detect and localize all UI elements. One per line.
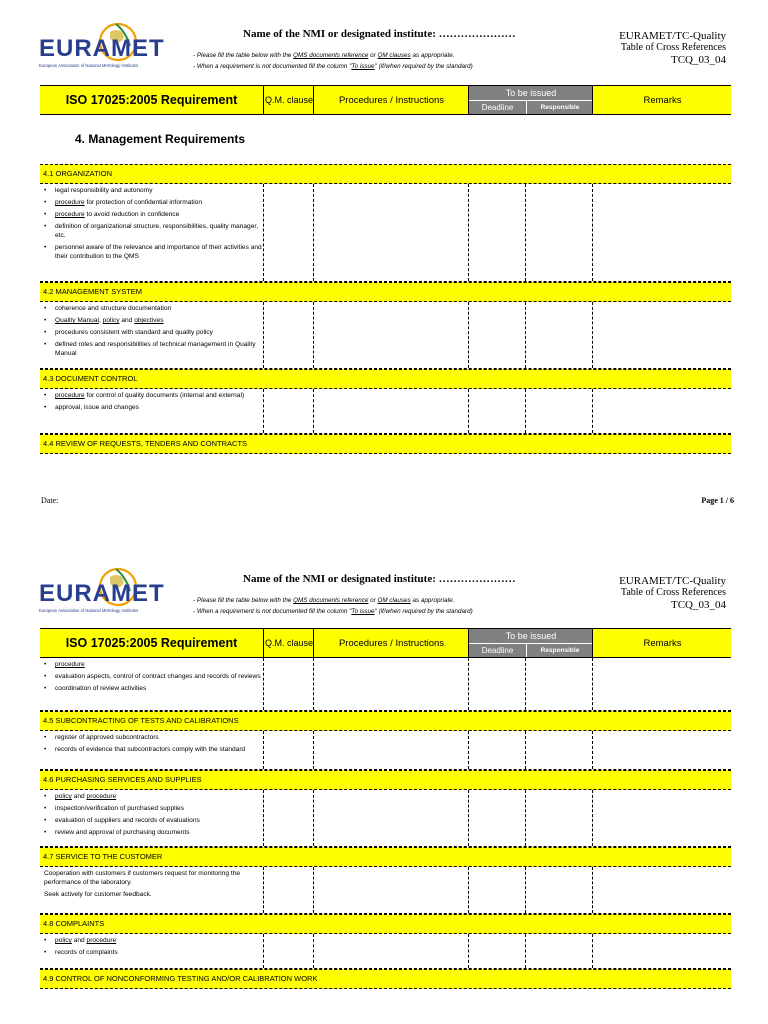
col-requirement: ISO 17025:2005 Requirement bbox=[65, 93, 238, 107]
list-item: • legal responsibility and autonomy bbox=[44, 186, 262, 195]
section-header-4-3: 4.3 DOCUMENT CONTROL bbox=[40, 369, 731, 389]
list-item: • inspection/verification of purchased supplies bbox=[44, 804, 262, 813]
table-header bbox=[40, 628, 731, 989]
list-item: • procedures consistent with standard and quality policy bbox=[44, 328, 262, 337]
table-body-page1 bbox=[40, 164, 731, 454]
col-to-be-issued: To be issued Deadline Responsible bbox=[468, 86, 593, 114]
col-procedures: Procedures / Instructions bbox=[313, 629, 469, 657]
section-block-4-1 bbox=[40, 184, 731, 282]
section-block-4-8 bbox=[40, 934, 731, 969]
euramet-logo: EURAMET European Association of National Metrology Institutes bbox=[38, 22, 183, 68]
list-item: • policy and procedure bbox=[44, 792, 262, 801]
section-block-4-5 bbox=[40, 731, 731, 770]
list-item: Cooperation with customers if customers request for monitoring the performance of the laboratory. bbox=[44, 870, 241, 886]
col-remarks: Remarks bbox=[592, 86, 732, 114]
list-item: • coordination of review activities bbox=[44, 684, 262, 693]
col-qm-clause: Q.M. clause bbox=[263, 86, 314, 114]
section-header-4-2: 4.2 MANAGEMENT SYSTEM bbox=[40, 282, 731, 302]
section-block-4-4-cont bbox=[40, 658, 731, 711]
page-number: Page 1 / 6 bbox=[701, 496, 734, 505]
list-item: • procedure for protection of confidential information bbox=[44, 198, 262, 207]
section-block-4-6 bbox=[40, 790, 731, 847]
section-header-4-9: 4.9 CONTROL OF NONCONFORMING TESTING AND/OR CALIBRATION WORK bbox=[40, 969, 731, 989]
section-block-4-3 bbox=[40, 389, 731, 434]
instruction-note-2: - When a requirement is not documented fill the column "To issue" (if/when required by the standard) bbox=[193, 608, 473, 615]
list-item: • records of evidence that subcontractors comply with the standard bbox=[44, 745, 262, 754]
list-item: • evaluation of suppliers and records of evaluations bbox=[44, 816, 262, 825]
col-remarks: Remarks bbox=[592, 629, 732, 657]
list-item: • personnel aware of the relevance and importance of their activities and their contribution to the QMS bbox=[44, 243, 262, 261]
list-item: • defined roles and responsibilities of technical management in Quality Manual bbox=[44, 340, 262, 358]
list-item: • evaluation aspects, control of contract changes and records of reviews bbox=[44, 672, 262, 681]
euramet-logo: EURAMET European Association of National Metrology Institutes bbox=[38, 567, 183, 613]
document-reference: EURAMET/TC-Quality Table of Cross References TCQ_03_04 bbox=[619, 30, 726, 66]
section-block-4-2 bbox=[40, 302, 731, 369]
section-header-4-1: 4.1 ORGANIZATION bbox=[40, 164, 731, 184]
section-header-4-6: 4.6 PURCHASING SERVICES AND SUPPLIES bbox=[40, 770, 731, 790]
col-to-be-issued: To be issued Deadline Responsible bbox=[468, 629, 593, 657]
list-item: • approval, issue and changes bbox=[44, 403, 262, 412]
list-item: • procedure bbox=[44, 660, 262, 669]
document-page-2 bbox=[0, 545, 768, 1024]
instruction-note-2: - When a requirement is not documented fill the column "To issue" (if/when required by the standard) bbox=[193, 63, 473, 70]
section-block-4-7 bbox=[40, 867, 731, 914]
instruction-note-1: - Please fill the table below with the QMS documents reference or QM clauses as appropriate. bbox=[193, 52, 455, 59]
col-requirement: ISO 17025:2005 Requirement bbox=[65, 636, 238, 650]
institute-name-title: Name of the NMI or designated institute: ………………… bbox=[243, 573, 516, 585]
document-reference: EURAMET/TC-Quality Table of Cross References TCQ_03_04 bbox=[619, 575, 726, 611]
list-item: • procedure to avoid reduction in confidence bbox=[44, 210, 262, 219]
table-header bbox=[40, 85, 731, 115]
section-header-4-5: 4.5 SUBCONTRACTING OF TESTS AND CALIBRATIONS bbox=[40, 711, 731, 731]
section-header-4-7: 4.7 SERVICE TO THE CUSTOMER bbox=[40, 847, 731, 867]
instruction-note-1: - Please fill the table below with the QMS documents reference or QM clauses as appropriate. bbox=[193, 597, 455, 604]
list-item: • review and approval of purchasing documents bbox=[44, 828, 262, 837]
list-item: • definition of organizational structure, responsibilities, quality manager, etc. bbox=[44, 222, 262, 240]
footer-date: Date: bbox=[41, 496, 59, 505]
section-header-4-4: 4.4 REVIEW OF REQUESTS, TENDERS AND CONTRACTS bbox=[40, 434, 731, 454]
list-item: • Quality Manual, policy and objectives bbox=[44, 316, 262, 325]
list-item: Seek actively for customer feedback. bbox=[44, 891, 152, 898]
col-procedures: Procedures / Instructions bbox=[313, 86, 469, 114]
list-item: • policy and procedure bbox=[44, 936, 262, 945]
list-item: • procedure for control of quality documents (internal and external) bbox=[44, 391, 262, 400]
institute-name-title: Name of the NMI or designated institute: ………………… bbox=[243, 28, 516, 40]
list-item: • records of complaints bbox=[44, 948, 262, 957]
list-item: • coherence and structure documentation bbox=[44, 304, 262, 313]
section-title: 4. Management Requirements bbox=[75, 132, 246, 146]
list-item: • register of approved subcontractors bbox=[44, 733, 262, 742]
section-header-4-8: 4.8 COMPLAINTS bbox=[40, 914, 731, 934]
col-qm-clause: Q.M. clause bbox=[263, 629, 314, 657]
